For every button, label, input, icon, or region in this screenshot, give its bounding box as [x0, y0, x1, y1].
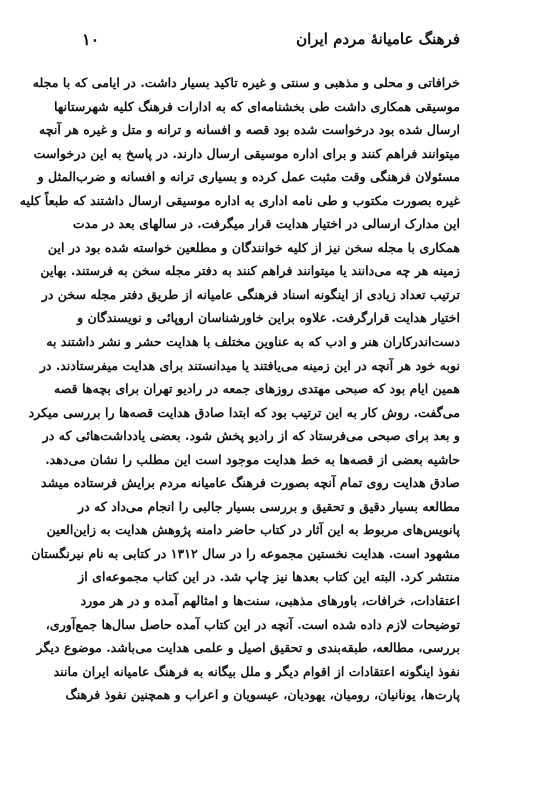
- text-line: زمینه هر چه می‌دانند یا میتوانند فراهم کنند به دفتر مجله سخن به فرستند. بهاین: [40, 263, 460, 279]
- text-line: و بعد برای صبحی می‌فرستاد که از رادیو پخش شود. بعضی یادداشت‌هائی که در: [42, 428, 460, 444]
- text-line: مطالعه بسیار دقیق و تحقیق و بررسی بسیار جالبی را انجام می‌داد که در: [78, 498, 460, 514]
- text-line: اختیار هدایت قرارگرفت. علاوه براین خاورشناسان اروپائی و نویسندگان و: [77, 310, 460, 326]
- text-line: نوبه خود هر آنچه در این زمینه می‌یافتند یا میدانستند برای هدایت میفرستادند. در: [39, 357, 460, 373]
- text-line: توضیحات لازم داده شده است. آنچه در این کتاب آمده حاصل سال‌ها جمع‌آوری،: [45, 616, 460, 632]
- text-line: ارسال شده بود درخواست شده بود قصه و افسانه و ترانه و متل و غیره هر آنچه: [39, 122, 460, 138]
- text-line: اعتقادات، خرافات، باورهای مذهبی، سنت‌ها و امثالهم آمده و در هر مورد: [80, 593, 460, 609]
- running-header: [82, 30, 460, 54]
- text-line: صادق هدایت روی تمام آنچه بصورت فرهنگ عامیانه مردم برایش فرستاده میشد: [40, 475, 460, 491]
- text-line: منتشر کرد. البته این کتاب بعدها نیز چاپ شد. در این کتاب مجموعه‌ای از: [78, 569, 460, 585]
- running-title: فرهنگ عامیانهٔ مردم ایران: [296, 30, 460, 48]
- text-line: پانویس‌های مربوط به این آثار در کتاب حاضر دامنه پژوهش هدایت به زاین‌العین: [46, 522, 460, 538]
- text-line: خرافاتی و محلی و مذهبی و سنتی و غیره تاکید بسیار داشت. در ایامی که با مجله: [32, 75, 460, 90]
- page-number: ۱۰: [82, 30, 100, 49]
- text-line: مشهود است. هدایت نخستین مجموعه را در سال ۱۳۱۲ در کتابی به نام نیرنگستان: [31, 545, 460, 561]
- text-line: ترتیب تعداد زیادی از اینگونه اسناد فرهنگی عامیانه از طریق دفتر مجله سخن در: [41, 286, 460, 302]
- text-line: میتوانند فراهم کنند و برای اداره موسیقی ارسال دارند. در پاسخ به این درخواست: [33, 145, 460, 161]
- text-line: همکاری با مجله سخن نیز از کلیه خوانندگان و مطلعین خواسته شده بود در این: [47, 239, 460, 255]
- text-line: این مدارک ارسالی در اختیار هدایت قرار میگرفت. در سالهای بعد در مدت: [72, 216, 460, 232]
- text-line: حاشیه بعضی از قصه‌ها به خط هدایت موجود است این مطلب را نشان می‌دهد.: [45, 451, 460, 467]
- text-line: همین ایام بود که صبحی مهتدی روزهای جمعه در رادیو تهران برای بچه‌ها قصه: [54, 381, 460, 397]
- body-text: [19, 71, 460, 707]
- text-line: بررسی، مطالعه، طبقه‌بندی و تحقیق اصیل و علمی هدایت می‌باشد. موضوع دیگر: [36, 640, 460, 656]
- text-line: می‌گفت. روش کار به این ترتیب بود که ابتدا صادق هدایت قصه‌ها را بررسی میکرد: [28, 404, 460, 420]
- text-line: دست‌اندرکاران هنر و ادب که به عناوین مختلف با هدایت حشر و نشر داشتند به: [46, 334, 460, 350]
- text-line: پارت‌ها، یونانیان، رومیان، یهودیان، عیسویان و اعراب و همچنین نفوذ فرهنگ: [65, 687, 460, 703]
- text-line: نفوذ اینگونه اعتقادات از اقوام دیگر و ملل بیگانه به فرهنگ عامیانه ایران مانند: [53, 663, 460, 679]
- text-line: موسیقی همکاری داشت طی بخشنامه‌ای که به ادارات فرهنگ کلیه شهرستانها: [54, 98, 460, 114]
- text-line: مسئولان فرهنگی وقت مثبت عمل کرده و بسیاری ترانه و افسانه و ضرب‌المثل و: [37, 169, 460, 185]
- text-line: غیره بصورت مکتوب و طی نامه اداری به اداره موسیقی ارسال داشتند که طبعاً کلیه: [19, 192, 460, 208]
